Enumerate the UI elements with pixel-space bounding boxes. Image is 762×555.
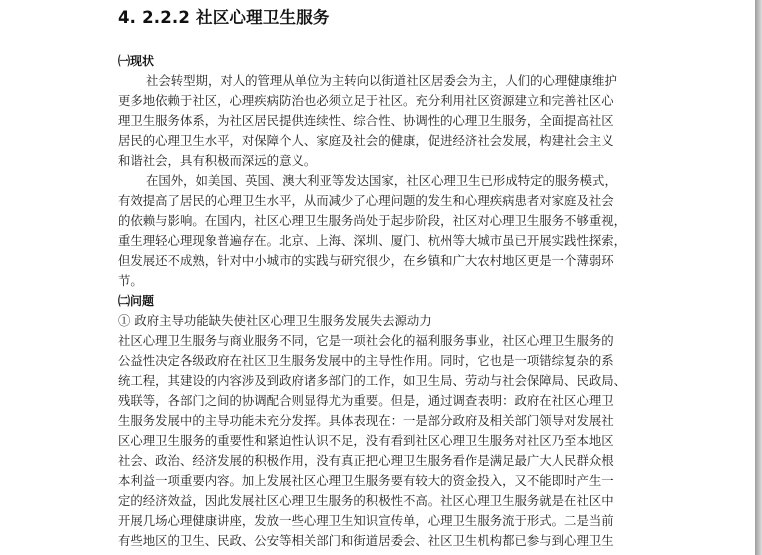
paragraph-line: 在国外，如美国、英国、澳大利亚等发达国家，社区心理卫生已形成特定的服务模式， (146, 173, 617, 188)
paragraph-line: 区心理卫生服务的重要性和紧迫性认识不足，没有看到社区心理卫生服务对社区乃至本地区 (118, 433, 614, 448)
paragraph-line: 的依赖与影响。在国内，社区心理卫生服务尚处于起步阶段，社区对心理卫生服务不够重视， (118, 213, 627, 228)
paragraph-line: 节。 (118, 273, 143, 288)
paragraph-line: 开展几场心理健康讲座，发放一些心理卫生知识宣传单，心理卫生服务流于形式。二是当前 (118, 513, 614, 528)
section-title: 4. 2.2.2 社区心理卫生服务 (118, 8, 330, 27)
page-edge-shadow (755, 0, 762, 555)
paragraph-line: 生服务发展中的主导功能未充分发挥。具体表现在：一是部分政府及相关部门领导对发展社 (118, 413, 614, 428)
subsection-heading-problems: ㈡问题 (118, 294, 155, 308)
list-item-heading: ① 政府主导功能缺失使社区心理卫生服务发展失去源动力 (118, 313, 432, 328)
paragraph-line: 社会、政治、经济发展的积极作用，没有真正把心理卫生服务看作是满足最广大人民群众根 (118, 453, 614, 468)
paragraph-line: 有些地区的卫生、民政、公安等相关部门和街道居委会、社区卫生机构都已参与到心理卫生 (118, 533, 614, 548)
paragraph-line: 但发展还不成熟，针对中小城市的实践与研究很少，在乡镇和广大农村地区更是一个薄弱环 (118, 253, 614, 268)
paragraph-line: 有效提高了居民的心理卫生水平，从而减少了心理问题的发生和心理疾病患者对家庭及社会 (118, 193, 614, 208)
paragraph-line: 统工程，其建设的内容涉及到政府诸多部门的工作，如卫生局、劳动与社会保障局、民政局、 (118, 373, 627, 388)
paragraph-line: 重生理轻心理现象普遍存在。北京、上海、深圳、厦门、杭州等大城市虽已开展实践性探索， (118, 233, 627, 248)
paragraph-line: 残联等，各部门之间的协调配合则显得尤为重要。但是，通过调查表明：政府在社区心理卫 (118, 393, 614, 408)
subsection-heading-status: ㈠现状 (118, 54, 155, 68)
paragraph-line: 定的经济效益，因此发展社区心理卫生服务的积极性不高。社区心理卫生服务就是在社区中 (118, 493, 614, 508)
paragraph-line: 公益性决定各级政府在社区卫生服务发展中的主导性作用。同时，它也是一项错综复杂的系 (118, 353, 614, 368)
paragraph-line: 更多地依赖于社区，心理疾病防治也必须立足于社区。充分利用社区资源建立和完善社区心 (118, 93, 614, 108)
paragraph-line: 理卫生服务体系，为社区居民提供连续性、综合性、协调性的心理卫生服务，全面提高社区 (118, 113, 614, 128)
paragraph-line: 社会转型期，对人的管理从单位为主转向以街道社区居委会为主，人们的心理健康维护 (146, 73, 617, 88)
paragraph-line: 本利益一项重要内容。加上发展社区心理卫生服务要有较大的资金投入，又不能即时产生一 (118, 473, 614, 488)
paragraph-line: 居民的心理卫生水平，对保障个人、家庭及社会的健康，促进经济社会发展，构建社会主义 (118, 133, 614, 148)
paragraph-line: 社区心理卫生服务与商业服务不同，它是一项社会化的福利服务事业，社区心理卫生服务的 (118, 333, 614, 348)
paragraph-line: 和谐社会，具有积极而深远的意义。 (118, 153, 317, 168)
